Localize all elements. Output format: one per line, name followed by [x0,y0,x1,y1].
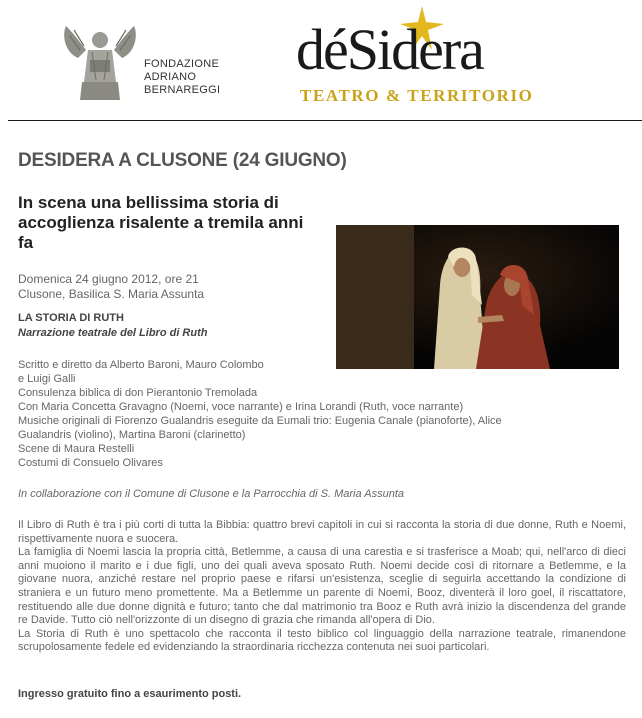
header [0,0,642,120]
event-place: Clusone, Basilica S. Maria Assunta [18,287,205,301]
foundation-line: BERNAREGGI [144,84,221,96]
body-paragraph: La Storia di Ruth è uno spettacolo che racconta il testo biblico col linguaggio della narrazione teatrale, rimanendone scrupolosamente fedele ed evidenziando la straordinaria ricchezza contenuta nei suoi particolari. [18,627,626,654]
desidera-logo [296,6,566,106]
article-body [18,519,626,655]
credits-list [18,358,632,470]
show-subtitle: Narrazione teatrale del Libro di Ruth [18,327,208,339]
stage-photo-illustration [336,225,619,369]
event-info [18,272,204,302]
angel-sculpture-logo [60,24,140,102]
header-divider [8,120,642,121]
body-paragraph: Il Libro di Ruth è tra i più corti di tutta la Bibbia: quattro brevi capitoli in cui si racconta la storia di due donne, Ruth e Noemi, rispettivamente nuora e suocera. [18,519,626,545]
foundation-line: FONDAZIONE [144,58,220,70]
body-paragraph: La famiglia di Noemi lascia la propria città, Betlemme, a causa di una carestia e si trasferisce a Moab; qui, nell'arco di dieci anni muoiono il marito e i due figli, uno dei quali aveva sposato Ruth. Noemi decide così di ritornare a Betlemme, e la giovane nuora, anziché restare nel proprio paese e rifarsi un'esistenza, sceglie di seguirla accettando la condizione di straniera e un futuro meno promettente. Ma a Betlemme un parente di Noemi, Booz, diventerà il loro goel, il riscattatore, restituendo alle due donne dignità e futuro; tanto che dal matrimonio tra Booz e Ruth avrà inizio la discendenza del grande re Davide. Tutto ciò nell'orizzonte di un disegno di grazia che rimanda all'opera di Dio. [18,546,626,627]
logo-wordmark: déSidera [296,17,483,82]
credit-line: Scritto e diretto da Alberto Baroni, Mauro Colombo [18,359,264,371]
foundation-name [144,58,220,97]
credit-line: Costumi di Consuelo Olivares [18,457,163,469]
page-title: DESIDERA A CLUSONE (24 GIUGNO) [18,150,347,171]
logo-tagline: TEATRO & TERRITORIO [300,86,534,105]
article-subtitle: In scena una bellissima storia di accoglienza risalente a tremila anni fa [18,193,304,252]
foundation-line: ADRIANO [144,71,197,83]
credit-line: e Luigi Galli [18,373,76,385]
credit-line: Scene di Maura Restelli [18,443,135,455]
credit-line: Gualandris (violino), Martina Baroni (clarinetto) [18,429,246,441]
admission-note: Ingresso gratuito fino a esaurimento posti. [18,688,242,700]
event-date: Domenica 24 giugno 2012, ore 21 [18,272,199,286]
stage-photo [336,225,619,369]
credit-line: Con Maria Concetta Gravagno (Noemi, voce narrante) e Irina Lorandi (Ruth, voce narrante) [18,401,464,413]
show-title: LA STORIA DI RUTH [18,312,124,324]
collaboration-note: In collaborazione con il Comune di Clusone e la Parrocchia di S. Maria Assunta [18,488,405,500]
credit-line: Consulenza biblica di don Pierantonio Tremolada [18,387,258,399]
credit-line: Musiche originali di Fiorenzo Gualandris eseguite da Eumali trio: Eugenia Canale (pianoforte), Alice [18,415,502,427]
